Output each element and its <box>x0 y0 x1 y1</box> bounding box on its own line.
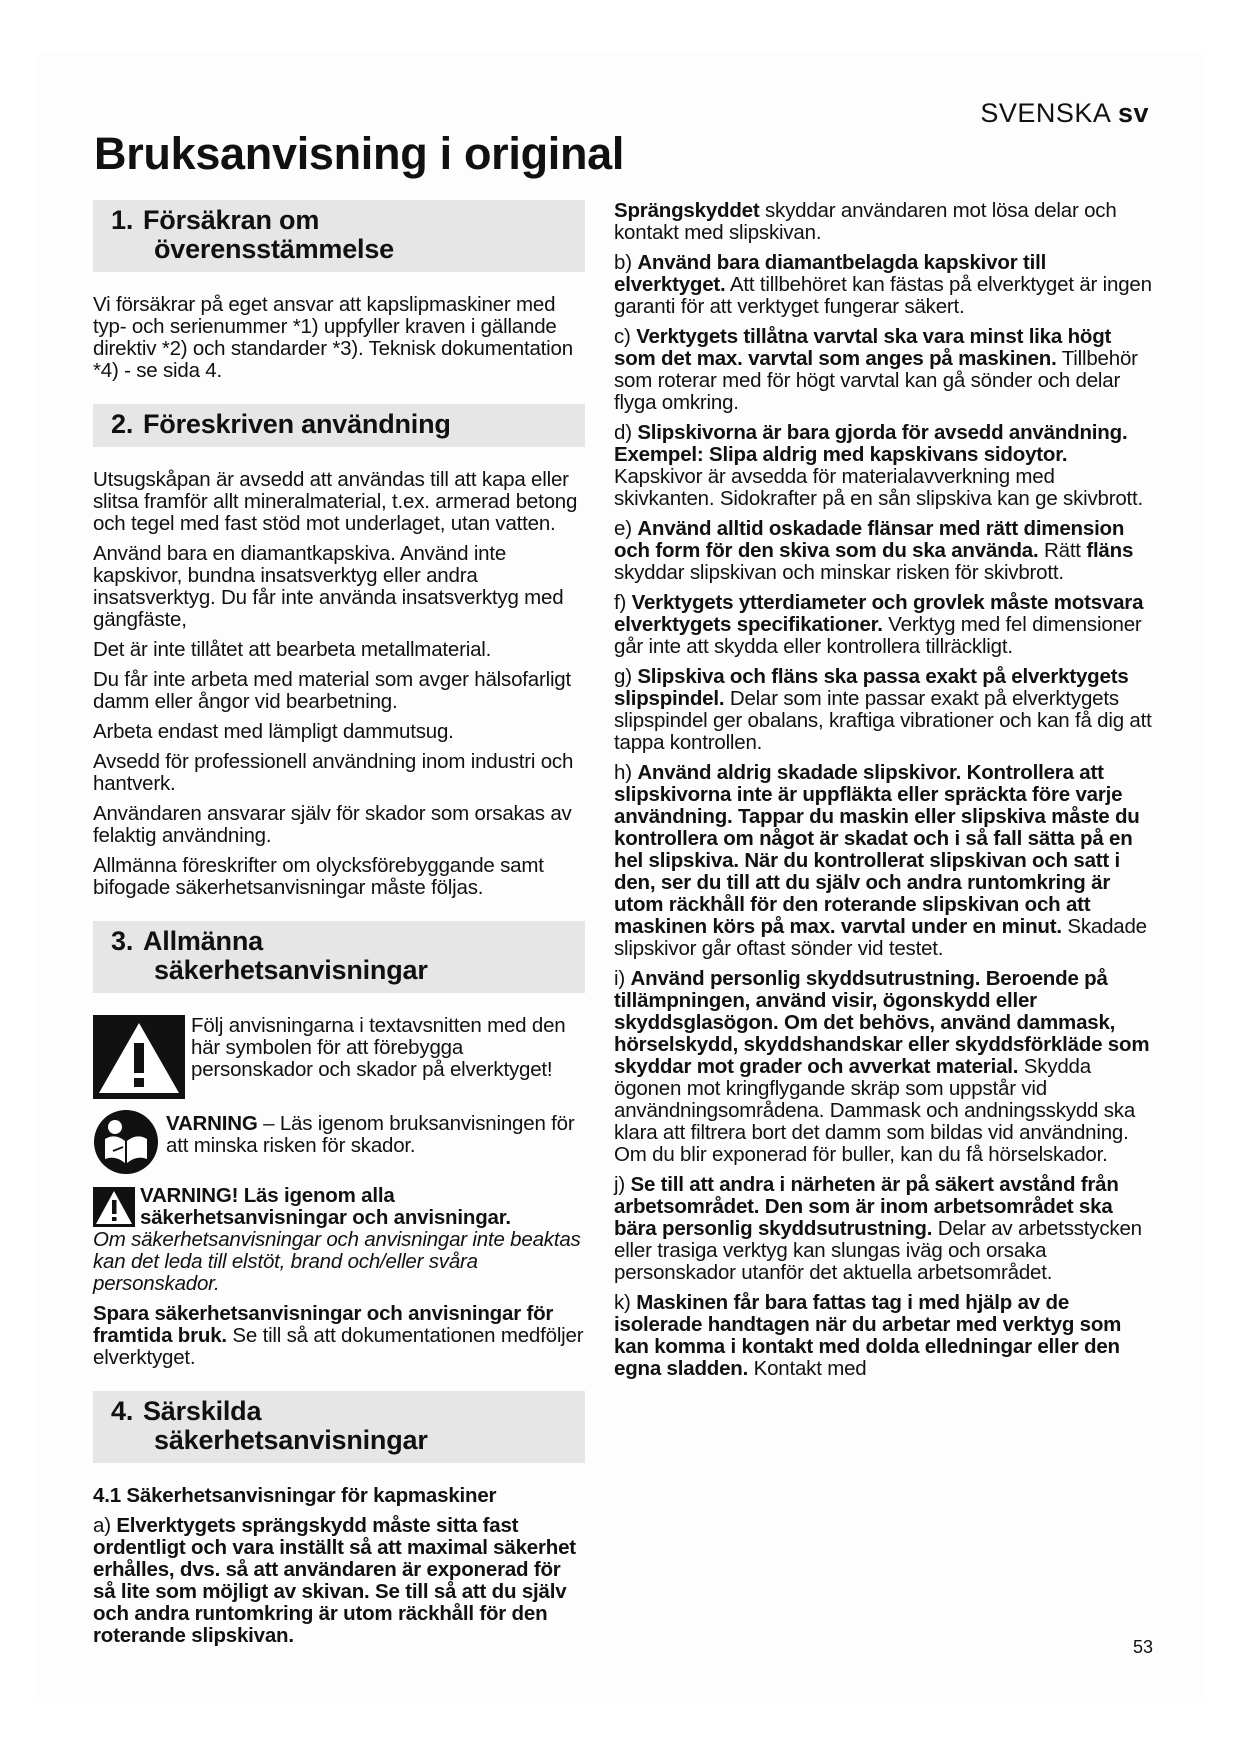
section-2-paragraph: Utsugskåpan är avsedd att användas till att kapa eller slitsa framför allt mineralmaterial, t.ex. armerad betong och tegel med fast stöd mot underlaget, utan vatten. <box>93 468 578 535</box>
item-text: Att tillbehöret kan fästas på elverktyget är ingen garanti för att verktyget fungerar säkert. <box>614 273 1152 318</box>
save-instructions <box>93 1303 585 1369</box>
item-text: Skydda ögonen mot kringflygande skräp som uppstår vid användningsområdena. Dammask och andningsskydd ska klara att filtrera bort det damm som bildas vid användning. Om du blir exponerad för buller, kan du få hörselskador. <box>614 1055 1136 1166</box>
section-2-heading <box>93 404 585 447</box>
item-text: Skadade slipskivor går oftast sönder vid testet. <box>614 915 1147 960</box>
general-warning-bold: VARNING! Läs igenom alla säkerhetsanvisningar och anvisningar. <box>140 1184 511 1229</box>
item-text: Tillbehör som roterar med för högt varvtal kan gå sönder och delar flyga omkring. <box>614 347 1138 414</box>
item-bold: Använd personlig skyddsutrustning. Beroende på tillämpningen, använd visir, ögonskydd eller skyddsglasögon. Om det behövs, använd dammask, hörselskydd, skyddshandskar eller skyddsförkläde som skyddar mot grader och avverkat material. <box>614 967 1150 1078</box>
section-2-paragraph: Arbeta endast med lämpligt dammutsug. <box>93 720 454 743</box>
warning-triangle-icon <box>93 1015 185 1099</box>
section-title: Särskilda <box>143 1396 262 1426</box>
section-title: Försäkran om <box>143 205 320 235</box>
section-title: Allmänna <box>143 926 263 956</box>
language-label <box>980 98 1149 129</box>
language-code: sv <box>1117 98 1149 128</box>
save-bold: Spara säkerhetsanvisningar och anvisningar för framtida bruk. <box>93 1302 554 1347</box>
item-bold: Använd alltid oskadade flänsar med rätt dimension och form för den skiva som du ska använda. <box>614 517 1125 562</box>
section-2-paragraph: Använd bara en diamantkapskiva. Använd inte kapskivor, bundna insatsverktyg eller andra insatsverktyg. Du får inte använda insatsverktyg med gängfäste, <box>93 542 564 631</box>
section-number: 4. <box>111 1396 134 1426</box>
item-text: Kontakt med <box>748 1357 867 1380</box>
section-number: 3. <box>111 926 134 956</box>
item-k <box>614 1292 1154 1380</box>
section-title: Föreskriven användning <box>143 409 451 439</box>
section-2-paragraph: Du får inte arbeta med material som avger hälsofarligt damm eller ångor vid bearbetning. <box>93 668 572 713</box>
page-title: Bruksanvisning i original <box>94 128 625 179</box>
general-warning-row <box>93 1185 585 1229</box>
item-bold: Verktygets tillåtna varvtal ska vara minst lika högt som det max. varvtal som anges på maskinen. <box>614 325 1112 370</box>
item-b <box>614 252 1154 318</box>
varning-label: VARNING <box>166 1112 258 1135</box>
item-prefix: a) <box>93 1514 117 1537</box>
item-text: Verktyg med fel dimensioner går inte att skydda eller kontrollera tillräckligt. <box>614 613 1142 658</box>
section-1-heading <box>93 200 585 272</box>
left-column <box>93 200 585 1655</box>
item-prefix: b) <box>614 251 638 274</box>
item-e <box>614 518 1154 584</box>
item-g <box>614 666 1154 754</box>
item-bold: Se till att andra i närheten är på säkert avstånd från arbetsområdet. Den som är inom arbetsområdet ska bära personlig skyddsutrustning. <box>614 1173 1119 1240</box>
item-prefix: i) <box>614 967 631 990</box>
item-bold: Slipskivorna är bara gjorda för avsedd användning. Exempel: Slipa aldrig med kapskivans sidoytor. <box>614 421 1128 466</box>
item-text: Delar av arbetsstycken eller trasiga verktyg kan slungas iväg och orsaka personskador utanför det aktuella arbetsområdet. <box>614 1217 1142 1284</box>
item-text: skyddar slipskivan och minskar risken för skivbrott. <box>614 561 1064 584</box>
item-text: Rätt <box>1038 539 1087 562</box>
item-bold: fläns <box>1086 539 1134 562</box>
item-prefix: e) <box>614 517 638 540</box>
item-text: Kapskivor är avsedda för materialavverkning med skivkanten. Sidokrafter på en sån slipskiva kan ge skivbrott. <box>614 465 1144 510</box>
item-text: Delar som inte passar exakt på elverktygets slipspindel ger obalans, kraftiga vibrationer och kan få dig att tappa kontrollen. <box>614 687 1152 754</box>
section-2-paragraph: Avsedd för professionell användning inom industri och hantverk. <box>93 750 574 795</box>
item-bold: Slipskiva och fläns ska passa exakt på elverktygets slipspindel. <box>614 665 1129 710</box>
item-a <box>93 1515 585 1647</box>
section-number: 1. <box>111 205 134 235</box>
item-bold: Använd aldrig skadade slipskivor. Kontrollera att slipskivorna inte är uppfläkta eller spräckta före varje användning. Tappar du maskin eller slipskiva måste du kontrollera om något är skadat och i så fall sätta på en hel slipskiva. När du kontrollerat slipskivan och satt i den, ser du till att du själv och andra runtomkring är utom räckhåll för den roterande slipskivan och att maskinen körs på max. varvtal under en minut. <box>614 761 1140 938</box>
section-title-cont: säkerhetsanvisningar <box>154 955 428 985</box>
subheading: 4.1 Säkerhetsanvisningar för kapmaskiner <box>93 1484 497 1507</box>
section-1-text: Vi försäkrar på eget ansvar att kapslipmaskiner med typ- och serienummer *1) uppfyller kraven i gällande direktiv *2) och standarder *3). Teknisk dokumentation *4) - se sida 4. <box>93 293 573 382</box>
item-bold: Elverktygets sprängskydd måste sitta fast ordentligt och vara inställt så att maximal säkerhet erhålles, dvs. så att användaren är exponerad för så lite som möjligt av skivan. Se till så att du själv och andra runtomkring är utom räckhåll för den roterande slipskivan. <box>93 1514 576 1647</box>
general-warning-italic: Om säkerhetsanvisningar och anvisningar inte beaktas kan det leda till elstöt, brand och/eller svåra personskador. <box>93 1228 581 1295</box>
item-bold: Sprängskyddet <box>614 199 760 222</box>
item-prefix: c) <box>614 325 637 348</box>
item-j <box>614 1174 1154 1284</box>
item-prefix: j) <box>614 1173 631 1196</box>
item-bold: Använd bara diamantbelagda kapskivor till elverktyget. <box>614 251 1047 296</box>
section-4-heading <box>93 1391 585 1463</box>
item-prefix: f) <box>614 591 632 614</box>
item-h <box>614 762 1154 960</box>
language-word: SVENSKA <box>980 98 1110 128</box>
varning-text: – Läs igenom bruksanvisningen för att minska risken för skador. <box>166 1112 575 1157</box>
item-bold: Maskinen får bara fattas tag i med hjälp av de isolerade handtagen när du arbetar med verktyg som kan komma i kontakt med dolda elledningar eller den egna sladden. <box>614 1291 1122 1380</box>
warning-triangle-icon <box>93 1187 135 1227</box>
right-column <box>614 200 1154 1388</box>
read-manual-icon <box>93 1109 159 1175</box>
section-2-paragraph: Allmänna föreskrifter om olycksförebyggande samt bifogade säkerhetsanvisningar måste följas. <box>93 854 544 899</box>
item-prefix: g) <box>614 665 638 688</box>
page-number: 53 <box>1132 1637 1153 1657</box>
warning-symbol-text: Följ anvisningarna i textavsnitten med den här symbolen för att förebygga personskador och skador på elverktyget! <box>191 1014 566 1081</box>
section-title-cont: säkerhetsanvisningar <box>154 1425 428 1455</box>
section-title-cont: överensstämmelse <box>154 234 394 264</box>
item-text: skyddar användaren mot lösa delar och kontakt med slipskivan. <box>614 199 1117 244</box>
section-3-heading <box>93 921 585 993</box>
section-number: 2. <box>111 409 134 439</box>
item-d <box>614 422 1154 510</box>
section-2-paragraph: Det är inte tillåtet att bearbeta metallmaterial. <box>93 638 492 661</box>
intro <box>614 200 1154 244</box>
item-i <box>614 968 1154 1166</box>
manual-warning-row <box>93 1109 585 1175</box>
item-bold: Verktygets ytterdiameter och grovlek måste motsvara elverktygets specifikationer. <box>614 591 1144 636</box>
warning-symbol-row <box>93 1015 585 1099</box>
save-text: Se till så att dokumentationen medföljer elverktyget. <box>93 1324 584 1369</box>
item-prefix: h) <box>614 761 638 784</box>
item-prefix: d) <box>614 421 638 444</box>
manual-warning-text <box>166 1113 585 1157</box>
section-2-paragraph: Användaren ansvarar själv för skador som orsakas av felaktig användning. <box>93 802 572 847</box>
item-prefix: k) <box>614 1291 637 1314</box>
item-f <box>614 592 1154 658</box>
item-c <box>614 326 1154 414</box>
